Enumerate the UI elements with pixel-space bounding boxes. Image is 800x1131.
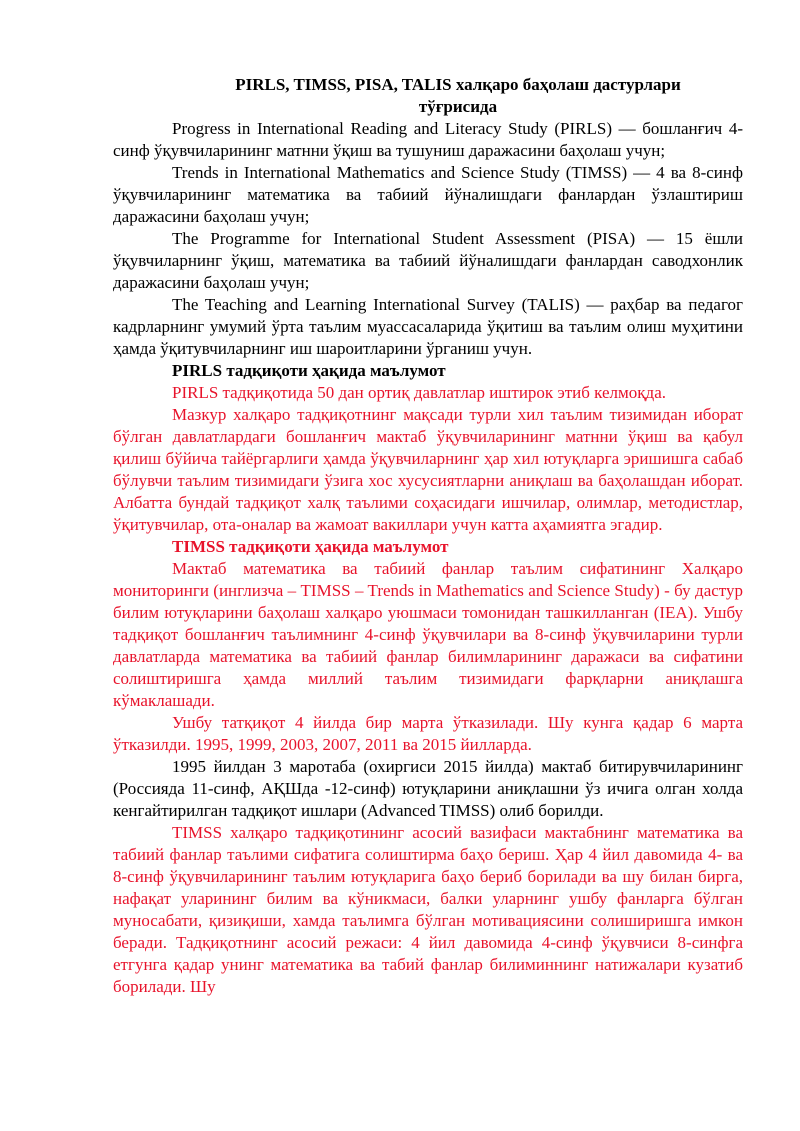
paragraph-pirls-purpose: Мазкур халқаро тадқиқотнинг мақсади турли хил таълим тизимидан иборат бўлган давлатлардаги бошланғич мактаб ўқувчиларининг матнни ўқиш ва қабул қилиш бўйича тайёргарлиги ҳамда ўқувчиларнинг ҳар хил ютуқларга эришишга сабаб бўлувчи таълим тизимидаги ўзига хос хусусиятларни аниқлаш ва баҳолашдан иборат. Албатта бундай тадқиқот халқ таълими соҳасидаги ишчилар, олимлар, методистлар, ўқитувчилар, ота-оналар ва жамоат вакиллари учун катта аҳамиятга эгадир.	[113, 405, 743, 534]
paragraph-pirls: Progress in International Reading and Literacy Study (PIRLS) — бошланғич 4-синф ўқувчиларининг матнни ўқиш ва тушуниш даражасини баҳолаш учун;	[113, 119, 743, 160]
paragraph-advanced-timss: 1995 йилдан 3 маротаба (охиргиси 2015 йилда) мактаб битирувчиларининг (Россияда 11-синф, АҚШда -12-синф) ютуқларини аниқлашни ўз ичига олган холда кенгайтирилган тадқиқот ишлари (Advanced TIMSS) олиб борилди.	[113, 757, 743, 820]
paragraph-talis: The Teaching and Learning International Survey (TALIS) — раҳбар ва педагог кадрларнинг умумий ўрта таълим муассасаларида ўқитиш ва таълим олиш муҳитини ҳамда ўқитувчиларнинг иш шароитларини ўрганиш учун.	[113, 295, 743, 358]
paragraph-pisa: The Programme for International Student Assessment (PISA) — 15 ёшли ўқувчиларнинг ўқиш, математика ва табиий йўналишдаги фанлардан саводхонлик даражасини баҳолаш учун;	[113, 229, 743, 292]
paragraph-timss-intro: Мактаб математика ва табиий фанлар таълим сифатининг Халқаро мониторинги (инглизча – TIMSS – Trends in Mathematics and Science Study) - бу дастур билим ютуқларини баҳолаш халқаро уюшмаси томонидан ташкилланган (IEA). Ушбу тадқиқот бошланғич таълимнинг 4-синф ўқувчилари ва 8-синф ўқувчиларини турли давлатларда математика ва табиий фанлар билимларининг даражаси ва сифатини солиштиришга ҳамда миллий таълим тизимидаги фарқларни аниқлашга кўмаклашади.	[113, 559, 743, 710]
paragraph-timss: Trends in International Mathematics and Science Study (TIMSS) — 4 ва 8-синф ўқувчиларининг математика ва табиий йўналишдаги фанлардан ўзлаштириш даражасини баҳолаш учун;	[113, 163, 743, 226]
paragraph-timss-frequency: Ушбу татқиқот 4 йилда бир марта ўтказилади. Шу кунга қадар 6 марта ўтказилди. 1995, 1999, 2003, 2007, 2011 ва 2015 йилларда.	[113, 713, 743, 754]
section-heading-timss: TIMSS тадқиқоти ҳақида маълумот	[172, 537, 449, 556]
paragraph-timss-task: TIMSS халқаро тадқиқотининг асосий вазифаси мактабнинг математика ва табиий фанлар таълими сифатига солиштирма баҳо бериш. Ҳар 4 йил давомида 4- ва 8-синф ўқувчиларининг таълим ютуқларига баҳо бериб борилади ва шу билан бирга, нафақат уларининг билим ва кўникмаси, балки уларнинг ушбу фанларга бўлган муносабати, қизиқиши, хамда таълимга бўлган мотивациясини солиширишга имкон беради. Тадқиқотнинг асосий режаси: 4 йил давомида 4-синф ўқувчиси 8-синфга етгунга қадар унинг математика ва табий фанлар билиминнинг натижалари кузатиб борилади. Шу	[113, 823, 743, 996]
document-title	[173, 74, 743, 118]
title-line-2: тўғрисида	[418, 97, 498, 116]
paragraph-pirls-countries: PIRLS тадқиқотида 50 дан ортиқ давлатлар иштирок этиб келмоқда.	[172, 383, 666, 402]
title-line-1: PIRLS, TIMSS, PISA, TALIS халқаро баҳолаш дастурлари	[235, 75, 681, 94]
section-heading-pirls: PIRLS тадқиқоти ҳақида маълумот	[172, 361, 446, 380]
document-page	[113, 74, 743, 998]
